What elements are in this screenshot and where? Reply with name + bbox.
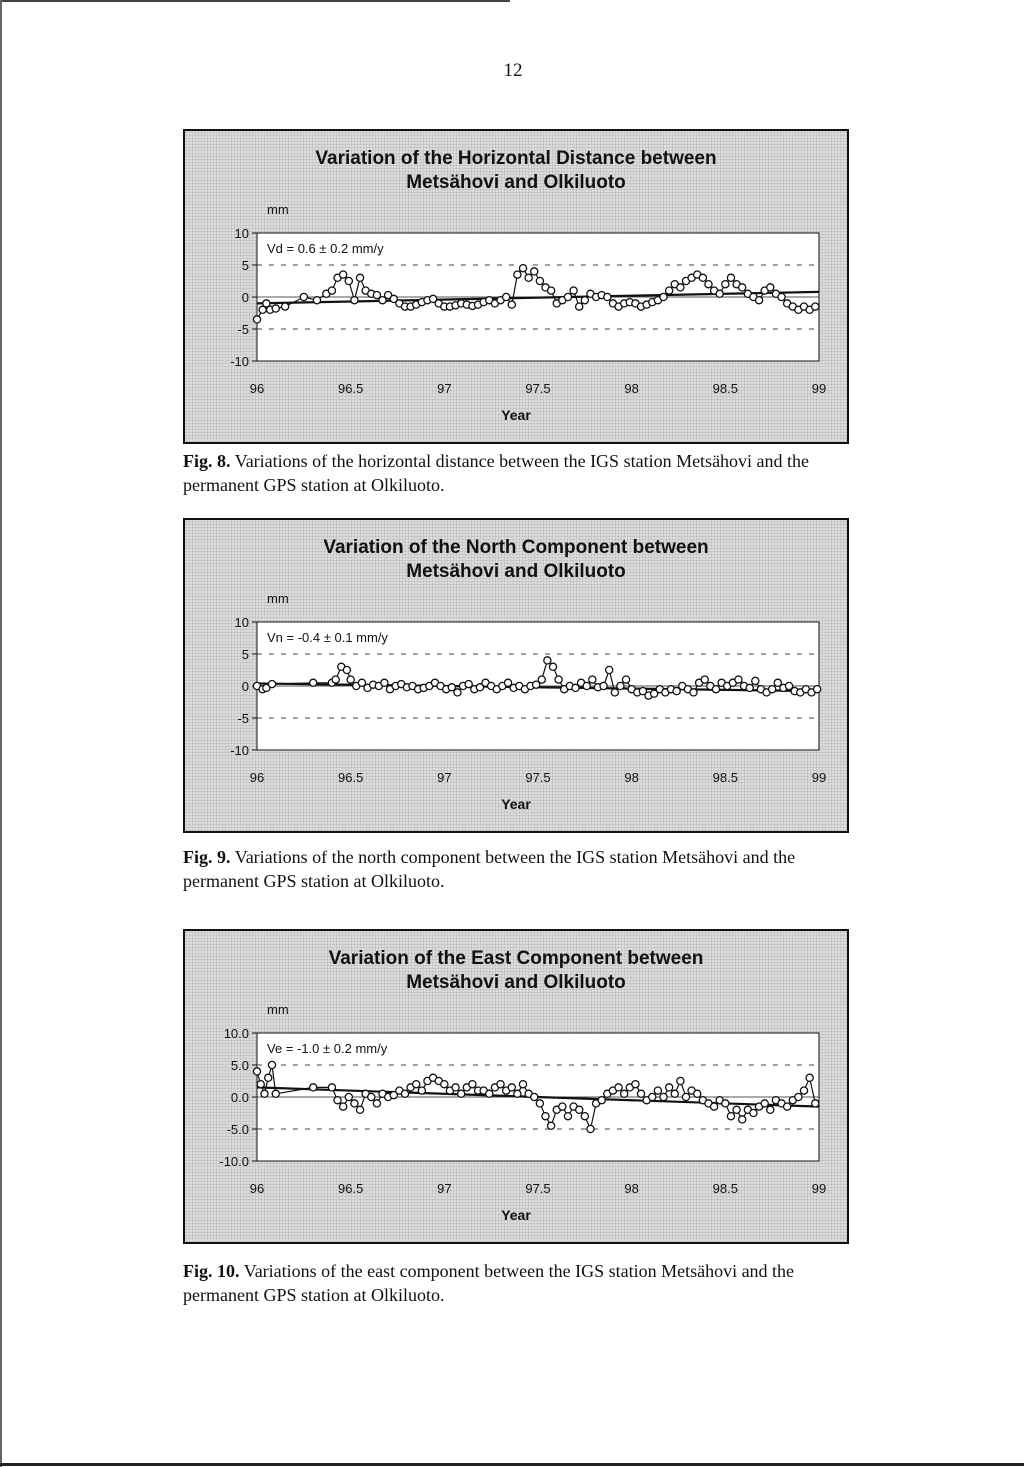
data-point bbox=[761, 1100, 768, 1107]
data-point bbox=[583, 682, 590, 689]
data-point bbox=[677, 284, 684, 291]
x-tick-label: 97.5 bbox=[525, 1181, 551, 1196]
data-point bbox=[544, 657, 551, 664]
data-point bbox=[310, 679, 317, 686]
x-axis-label: Year bbox=[501, 407, 531, 423]
caption-label: Fig. 9. bbox=[183, 847, 231, 867]
data-point bbox=[564, 1113, 571, 1120]
data-point bbox=[253, 1068, 260, 1075]
data-point bbox=[755, 297, 762, 304]
bottom-rule bbox=[0, 1463, 1024, 1466]
data-point bbox=[576, 1106, 583, 1113]
data-point bbox=[727, 274, 734, 281]
data-point bbox=[699, 274, 706, 281]
data-point bbox=[310, 1084, 317, 1091]
data-point bbox=[660, 293, 667, 300]
data-point bbox=[660, 1093, 667, 1100]
east-component-chart bbox=[185, 931, 847, 1242]
data-point bbox=[441, 1081, 448, 1088]
data-point bbox=[345, 1093, 352, 1100]
x-tick-label: 96 bbox=[249, 770, 265, 785]
data-point bbox=[666, 1084, 673, 1091]
data-point bbox=[564, 293, 571, 300]
data-point bbox=[767, 1106, 774, 1113]
left-rule bbox=[0, 0, 2, 1467]
data-point bbox=[381, 679, 388, 686]
y-tick-label: 5.0 bbox=[230, 1058, 249, 1073]
data-point bbox=[368, 1093, 375, 1100]
y-axis-unit: mm bbox=[267, 591, 289, 606]
data-point bbox=[469, 1081, 476, 1088]
data-point bbox=[413, 1081, 420, 1088]
data-point bbox=[581, 1113, 588, 1120]
data-point bbox=[334, 1097, 341, 1104]
data-point bbox=[739, 284, 746, 291]
data-point bbox=[795, 1093, 802, 1100]
data-point bbox=[332, 676, 339, 683]
data-point bbox=[542, 1113, 549, 1120]
data-point bbox=[682, 1093, 689, 1100]
y-tick-label: 10 bbox=[234, 226, 249, 241]
data-point bbox=[503, 293, 510, 300]
x-tick-label: 97 bbox=[437, 1181, 452, 1196]
data-point bbox=[604, 293, 611, 300]
data-point bbox=[710, 1103, 717, 1110]
y-tick-label: 0 bbox=[241, 679, 249, 694]
data-point bbox=[622, 676, 629, 683]
data-point bbox=[548, 1122, 555, 1129]
data-point bbox=[606, 666, 613, 673]
data-point bbox=[454, 689, 461, 696]
data-point bbox=[784, 1103, 791, 1110]
x-tick-label: 98.5 bbox=[712, 770, 738, 785]
data-point bbox=[712, 686, 719, 693]
data-point bbox=[351, 297, 358, 304]
data-point bbox=[632, 1081, 639, 1088]
data-point bbox=[611, 689, 618, 696]
data-point bbox=[800, 1087, 807, 1094]
data-point bbox=[458, 1090, 465, 1097]
data-point bbox=[769, 686, 776, 693]
data-point bbox=[514, 271, 521, 278]
chart-title-line: Variation of the Horizontal Distance between bbox=[315, 148, 717, 169]
data-point bbox=[589, 676, 596, 683]
data-point bbox=[452, 1084, 459, 1091]
data-point bbox=[812, 1100, 819, 1107]
data-point bbox=[576, 303, 583, 310]
north-component-chart bbox=[185, 520, 847, 831]
data-point bbox=[637, 1090, 644, 1097]
data-point bbox=[265, 1074, 272, 1081]
data-point bbox=[598, 1097, 605, 1104]
rate-annotation: Vn = -0.4 ± 0.1 mm/y bbox=[267, 630, 388, 645]
data-point bbox=[555, 676, 562, 683]
data-point bbox=[778, 293, 785, 300]
data-point bbox=[677, 1077, 684, 1084]
data-point bbox=[581, 297, 588, 304]
figure-9-chart bbox=[183, 518, 849, 833]
data-point bbox=[752, 677, 759, 684]
data-point bbox=[812, 303, 819, 310]
caption-label: Fig. 8. bbox=[183, 451, 231, 471]
x-tick-label: 97.5 bbox=[525, 770, 551, 785]
data-point bbox=[666, 287, 673, 294]
figure-9-caption bbox=[183, 845, 849, 893]
data-point bbox=[600, 682, 607, 689]
x-tick-label: 97 bbox=[437, 381, 452, 396]
x-axis-label: Year bbox=[501, 1207, 531, 1223]
y-tick-label: -10.0 bbox=[219, 1154, 249, 1169]
data-point bbox=[519, 265, 526, 272]
data-point bbox=[538, 676, 545, 683]
data-point bbox=[654, 1087, 661, 1094]
data-point bbox=[497, 1081, 504, 1088]
x-tick-label: 98 bbox=[624, 1181, 639, 1196]
data-point bbox=[701, 676, 708, 683]
data-point bbox=[300, 293, 307, 300]
data-point bbox=[649, 1093, 656, 1100]
chart-title-line: Metsähovi and Olkiluoto bbox=[406, 972, 626, 993]
data-point bbox=[733, 1106, 740, 1113]
caption-label: Fig. 10. bbox=[183, 1261, 240, 1281]
data-point bbox=[739, 1116, 746, 1123]
y-axis-unit: mm bbox=[267, 202, 289, 217]
data-point bbox=[486, 1090, 493, 1097]
data-point bbox=[621, 1090, 628, 1097]
x-tick-label: 96.5 bbox=[338, 770, 364, 785]
chart-title-line: Variation of the North Component between bbox=[323, 537, 709, 558]
chart-title-line: Metsähovi and Olkiluoto bbox=[406, 172, 626, 193]
x-tick-label: 98 bbox=[624, 381, 639, 396]
data-point bbox=[705, 281, 712, 288]
data-point bbox=[671, 1090, 678, 1097]
data-point bbox=[722, 281, 729, 288]
x-tick-label: 97 bbox=[437, 770, 452, 785]
data-point bbox=[340, 271, 347, 278]
data-point bbox=[806, 1074, 813, 1081]
data-point bbox=[531, 268, 538, 275]
x-tick-label: 99 bbox=[811, 381, 827, 396]
y-tick-label: -5 bbox=[237, 322, 249, 337]
data-point bbox=[531, 1093, 538, 1100]
y-tick-label: 5 bbox=[241, 647, 249, 662]
data-point bbox=[418, 1087, 425, 1094]
data-point bbox=[272, 1090, 279, 1097]
x-tick-label: 99 bbox=[811, 1181, 827, 1196]
data-point bbox=[519, 1081, 526, 1088]
x-tick-label: 97.5 bbox=[525, 381, 551, 396]
figure-10-chart bbox=[183, 929, 849, 1244]
data-point bbox=[268, 680, 275, 687]
chart-title-line: Variation of the East Component between bbox=[328, 948, 704, 969]
data-point bbox=[373, 1100, 380, 1107]
data-point bbox=[570, 287, 577, 294]
data-point bbox=[536, 277, 543, 284]
caption-text: Variations of the horizontal distance between the IGS station Metsähovi and the permanent GPS station at Olkiluoto. bbox=[183, 451, 810, 495]
data-point bbox=[328, 287, 335, 294]
y-tick-label: 5 bbox=[241, 258, 249, 273]
y-tick-label: -5.0 bbox=[226, 1122, 249, 1137]
data-point bbox=[536, 1100, 543, 1107]
chart-title-line: Metsähovi and Olkiluoto bbox=[406, 561, 626, 582]
x-tick-label: 98.5 bbox=[712, 381, 738, 396]
data-point bbox=[261, 1090, 268, 1097]
x-axis-label: Year bbox=[501, 796, 531, 812]
x-tick-label: 98 bbox=[624, 770, 639, 785]
caption-text: Variations of the east component between the IGS station Metsähovi and the permanent GPS station at Olkiluoto. bbox=[183, 1261, 795, 1305]
data-point bbox=[587, 1125, 594, 1132]
data-point bbox=[268, 1061, 275, 1068]
data-point bbox=[767, 284, 774, 291]
horizontal-distance-chart bbox=[185, 131, 847, 442]
data-point bbox=[253, 316, 260, 323]
data-point bbox=[514, 1090, 521, 1097]
data-point bbox=[328, 1084, 335, 1091]
x-tick-label: 96.5 bbox=[338, 381, 364, 396]
data-point bbox=[347, 676, 354, 683]
x-tick-label: 99 bbox=[811, 770, 827, 785]
data-point bbox=[356, 274, 363, 281]
data-point bbox=[690, 689, 697, 696]
x-tick-label: 96 bbox=[249, 381, 265, 396]
data-point bbox=[351, 1100, 358, 1107]
data-point bbox=[559, 1103, 566, 1110]
data-point bbox=[694, 1090, 701, 1097]
data-point bbox=[340, 1103, 347, 1110]
caption-text: Variations of the north component between the IGS station Metsähovi and the permanent GPS station at Olkiluoto. bbox=[183, 847, 796, 891]
data-point bbox=[548, 287, 555, 294]
y-axis-unit: mm bbox=[267, 1002, 289, 1017]
data-point bbox=[615, 1084, 622, 1091]
y-tick-label: -10 bbox=[230, 743, 249, 758]
data-point bbox=[716, 290, 723, 297]
data-point bbox=[272, 305, 279, 312]
y-tick-label: 10.0 bbox=[223, 1026, 249, 1041]
data-point bbox=[282, 303, 289, 310]
data-point bbox=[343, 666, 350, 673]
data-point bbox=[401, 1090, 408, 1097]
y-tick-label: -5 bbox=[237, 711, 249, 726]
data-point bbox=[735, 676, 742, 683]
x-tick-label: 96 bbox=[249, 1181, 265, 1196]
data-point bbox=[508, 1084, 515, 1091]
figure-10-caption bbox=[183, 1259, 849, 1307]
rate-annotation: Vd = 0.6 ± 0.2 mm/y bbox=[267, 241, 384, 256]
data-point bbox=[313, 297, 320, 304]
data-point bbox=[750, 1109, 757, 1116]
x-tick-label: 98.5 bbox=[712, 1181, 738, 1196]
y-tick-label: 0.0 bbox=[230, 1090, 249, 1105]
data-point bbox=[814, 686, 821, 693]
y-tick-label: 10 bbox=[234, 615, 249, 630]
data-point bbox=[345, 277, 352, 284]
data-point bbox=[746, 684, 753, 691]
data-point bbox=[549, 663, 556, 670]
data-point bbox=[617, 682, 624, 689]
data-point bbox=[257, 1081, 264, 1088]
data-point bbox=[508, 301, 515, 308]
x-tick-label: 96.5 bbox=[338, 1181, 364, 1196]
y-tick-label: 0 bbox=[241, 290, 249, 305]
page-number: 12 bbox=[503, 60, 523, 81]
y-tick-label: -10 bbox=[230, 354, 249, 369]
figure-8-caption bbox=[183, 449, 849, 497]
data-point bbox=[525, 274, 532, 281]
data-point bbox=[356, 1106, 363, 1113]
figure-8-chart bbox=[183, 129, 849, 444]
rate-annotation: Ve = -1.0 ± 0.2 mm/y bbox=[267, 1041, 388, 1056]
top-rule bbox=[0, 0, 510, 2]
data-point bbox=[722, 1100, 729, 1107]
data-point bbox=[727, 1113, 734, 1120]
